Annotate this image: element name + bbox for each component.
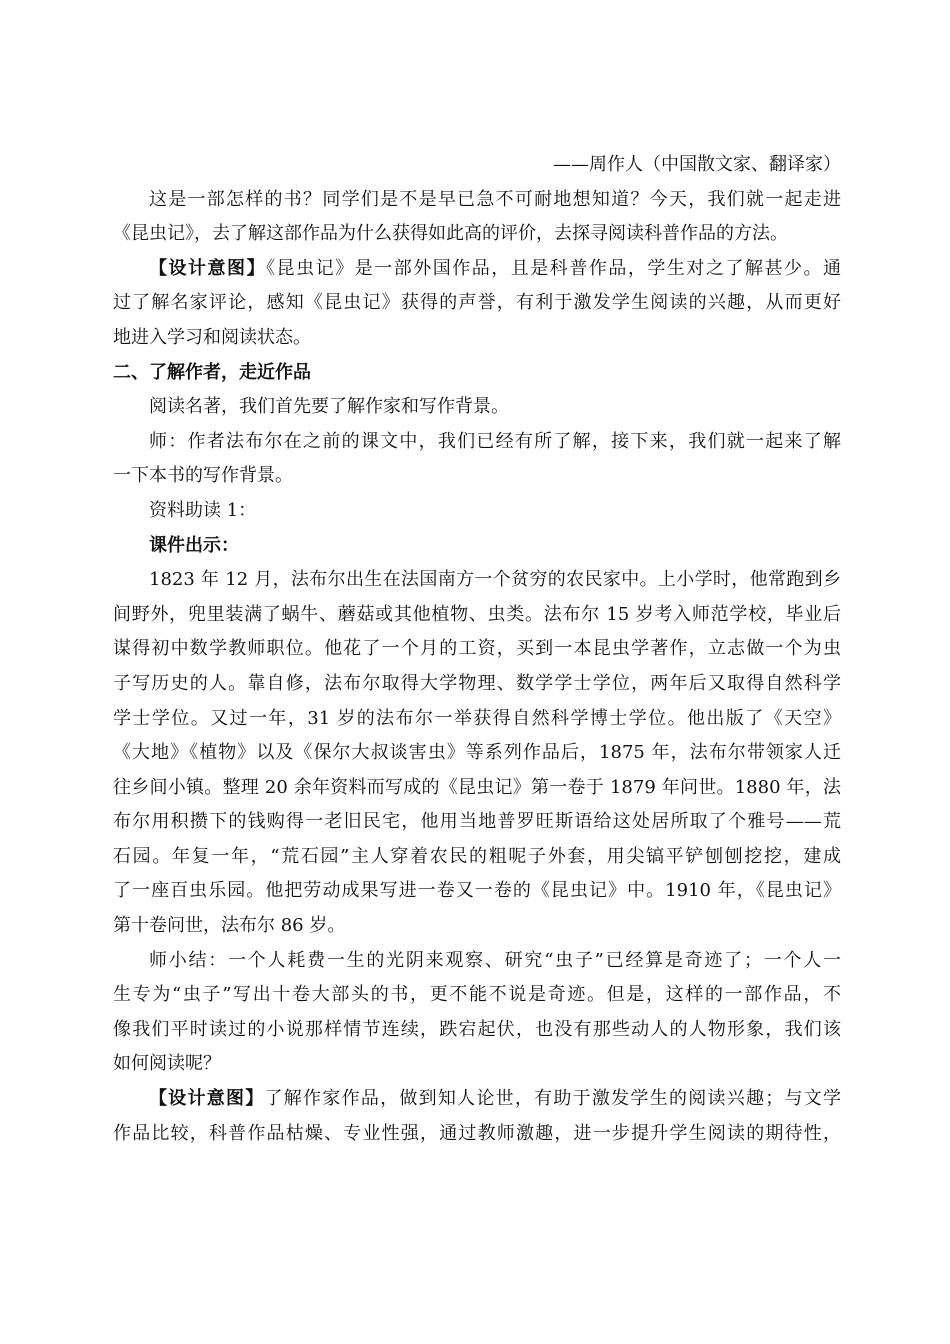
section-heading: 二、了解作者，走近作品 bbox=[113, 361, 311, 383]
text-line: 间野外，兜里装满了蜗牛、蘑菇或其他植物、虫类。法布尔 15 岁考入师范学校，毕业后 bbox=[113, 603, 841, 625]
text-line: 过了解名家评论，感知《昆虫记》获得的声誉，有利于激发学生阅读的兴趣，从而更好 bbox=[113, 292, 841, 314]
text-line bbox=[113, 1082, 841, 1117]
text-line: 往乡间小镇。整理 20 余年资料而写成的《昆虫记》第一卷于 1879 年问世。1880 年，法 bbox=[113, 776, 841, 798]
document-body bbox=[113, 148, 841, 1151]
text-line: 了一座百虫乐园。他把劳动成果写进一卷又一卷的《昆虫记》中。1910 年，《昆虫记》 bbox=[113, 880, 841, 902]
text-line: 师：作者法布尔在之前的课文中，我们已经有所了解，接下来，我们就一起来了解 bbox=[149, 430, 841, 452]
intro-paragraph bbox=[113, 183, 841, 252]
biography-paragraph bbox=[113, 563, 841, 944]
text-line: 这是一部怎样的书？同学们是不是早已急不可耐地想知道？今天，我们就一起走进 bbox=[149, 188, 841, 210]
design-intent-label: 【设计意图】 bbox=[149, 257, 267, 279]
design-intent-label: 【设计意图】 bbox=[149, 1088, 265, 1110]
text-line bbox=[113, 252, 841, 287]
text-line: 生专为“虫子”写出十卷大部头的书，更不能不说是奇迹。但是，这样的一部作品，不 bbox=[113, 984, 841, 1006]
text-line: 子写历史的人。靠自修，法布尔取得大学物理、数学学士学位，两年后又取得自然科学 bbox=[113, 672, 841, 694]
text-line: 师小结：一个人耗费一生的光阴来观察、研究“虫子”已经算是奇迹了；一个人一 bbox=[149, 949, 841, 971]
design-intent-paragraph-1 bbox=[113, 252, 841, 356]
text-line: 一下本书的写作背景。 bbox=[113, 465, 293, 487]
teacher-summary-paragraph bbox=[113, 944, 841, 1082]
text-line: 地进入学习和阅读状态。 bbox=[113, 326, 311, 348]
text-line: 1823 年 12 月，法布尔出生在法国南方一个贫穷的农民家中。上小学时，他常跑到乡 bbox=[149, 569, 841, 591]
text-line: 像我们平时读过的小说那样情节连续，跌宕起伏，也没有那些动人的人物形象，我们该 bbox=[113, 1018, 841, 1040]
text-line: 谋得初中数学教师职位。他花了一个月的工资，买到一本昆虫学著作，立志做一个为虫 bbox=[113, 638, 841, 660]
material-label: 资料助读 1： bbox=[149, 499, 257, 521]
text-line: 布尔用积攒下的钱购得一老旧民宅，他用当地普罗旺斯语给这处居所取了个雅号——荒 bbox=[113, 811, 841, 833]
design-intent-paragraph-2 bbox=[113, 1082, 841, 1151]
text-line: 《大地》《植物》以及《保尔大叔谈害虫》等系列作品后，1875 年，法布尔带领家人迁 bbox=[113, 742, 841, 764]
design-intent-text: 《昆虫记》是一部外国作品，且是科普作品，学生对之了解甚少。通 bbox=[266, 257, 841, 279]
quote-attribution: ——周作人（中国散文家、翻译家） bbox=[553, 154, 841, 175]
text-line: 学士学位。又过一年，31 岁的法布尔一举获得自然科学博士学位。他出版了《天空》 bbox=[113, 707, 841, 729]
text-line: 第十卷问世，法布尔 86 岁。 bbox=[113, 915, 346, 937]
text-line: 《昆虫记》，去了解这部作品为什么获得如此高的评价，去探寻阅读科普作品的方法。 bbox=[113, 223, 788, 245]
teacher-paragraph bbox=[113, 425, 841, 494]
courseware-label: 课件出示： bbox=[149, 534, 239, 556]
text-line: 如何阅读呢？ bbox=[113, 1053, 221, 1075]
design-intent-text: 了解作家作品，做到知人论世，有助于激发学生的阅读兴趣；与文学 bbox=[264, 1088, 841, 1110]
text-line: 作品比较，科普作品枯燥、专业性强，通过教师激趣，进一步提升学生阅读的期待性， bbox=[113, 1122, 841, 1144]
reading-paragraph: 阅读名著，我们首先要了解作家和写作背景。 bbox=[149, 396, 509, 418]
text-line: 石园。年复一年，“荒石园”主人穿着农民的粗呢子外套，用尖镐平铲刨刨挖挖，建成 bbox=[113, 845, 841, 867]
